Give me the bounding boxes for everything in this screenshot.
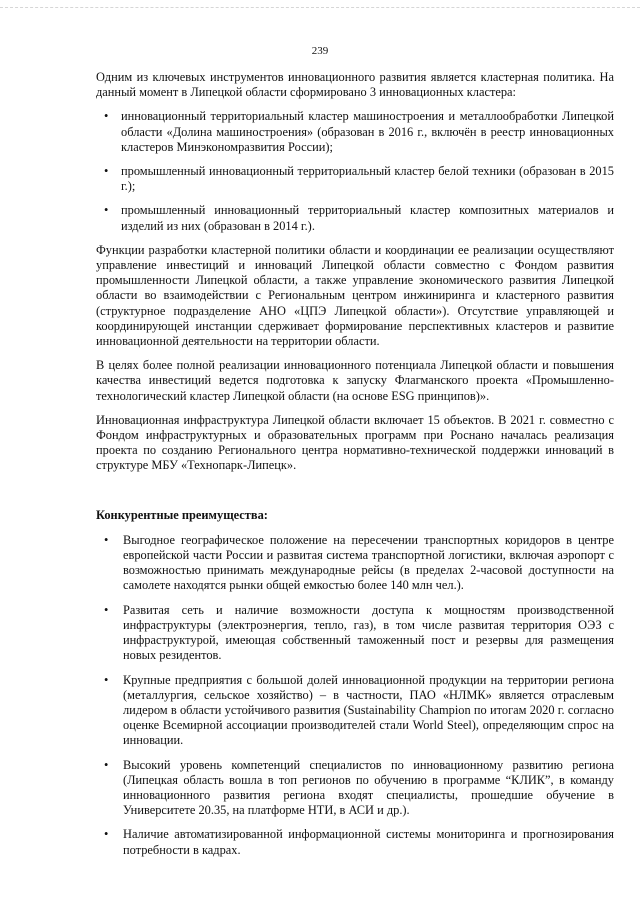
page-number: 239 [311,45,329,57]
list-item: • Развитая сеть и наличие возможности доступа к мощностям производственной инфраструктуры (электроэнергия, тепло, газ), в том числе развитая территория ОЭЗ с инфраструктурой, имеющая собственный таможенный пост и резервы для размещения новых резидентов. [104,602,614,663]
list-item: • Выгодное географическое положение на пересечении транспортных коридоров в центре европейской части России и развитая система транспортной логистики, включая аэропорт с возможностью принимать международные рейсы (в пределах 2-часовой доступности на самолете находятся рынки общей емкостью более 140 млн чел.). [104,532,614,593]
list-item: • Крупные предприятия с большой долей инновационной продукции на территории региона (металлургия, сельское хозяйство) – в частности, ПАО «НЛМК» является отраслевым лидером в области устойчивого развития (Sustainability Champion по итогам 2020 г. согласно оценке Всемирной ассоциации производителей стали World Steel), определяющим спрос на инновации. [104,672,614,748]
list-item: • промышленный инновационный территориальный кластер белой техники (образован в 2015 г.); [104,164,614,194]
functions-paragraph: Функции разработки кластерной политики области и координации ее реализации осуществляют управление инвестиций и инноваций Липецкой области совместно с Фондом развития промышленности Липецкой области, а также управление экономического развития Липецкой области во взаимодействии с Региональным центром инжиниринга и кластерного развития (структурное подразделение АНО «ЦПЭ Липецкой области»). Отсутствие управляющей и координирующей инстанции сдерживает формирование перспективных кластеров и развитие инновационной деятельности на территории области. [96,242,614,349]
advantages-list [96,533,614,858]
bullet-icon: • [104,757,109,772]
list-item: • инновационный территориальный кластер машиностроения и металлообработки Липецкой области «Долина машиностроения» (образован в 2016 г., включён в реестр инновационных кластеров Минэкономразвития России); [104,109,614,154]
bullet-icon: • [104,532,109,547]
bullet-icon: • [104,109,109,124]
bullet-icon: • [104,164,109,179]
list-item: • Высокий уровень компетенций специалистов по инновационному развитию региона (Липецкая область вошла в топ регионов по обучению в программе “КЛИК”, в команду инновационного развития региона входят специалисты, прошедшие обучение в Университете 20.35, на платформе НТИ, в АСИ и др.). [104,757,614,818]
bullet-icon: • [104,203,109,218]
bullet-icon: • [104,602,109,617]
clusters-list [96,109,614,233]
scan-top-edge [0,7,640,8]
bullet-icon: • [104,672,109,687]
flagship-paragraph: В целях более полной реализации инновационного потенциала Липецкой области и повышения качества инвестиций ведется подготовка к запуску Флагманского проекта «Промышленно-технологический кластер Липецкой области (на основе ESG принципов)». [96,358,614,403]
page-content [96,70,614,867]
advantages-heading: Конкурентные преимущества: [96,507,268,522]
list-item: • Наличие автоматизированной информационной системы мониторинга и прогнозирования потребности в кадрах. [104,827,614,857]
bullet-icon: • [104,827,109,842]
list-item: • промышленный инновационный территориальный кластер композитных материалов и изделий из них (образован в 2014 г.). [104,203,614,233]
intro-paragraph: Одним из ключевых инструментов инновационного развития является кластерная политика. На данный момент в Липецкой области сформировано 3 инновационных кластера: [96,70,614,100]
infrastructure-paragraph: Инновационная инфраструктура Липецкой области включает 15 объектов. В 2021 г. совместно с Фондом инфраструктурных и образовательных программ при Роснано началась реализация проекта по созданию Регионального центра нормативно-технической поддержки инноваций в структуре МБУ «Технопарк-Липецк». [96,412,614,473]
